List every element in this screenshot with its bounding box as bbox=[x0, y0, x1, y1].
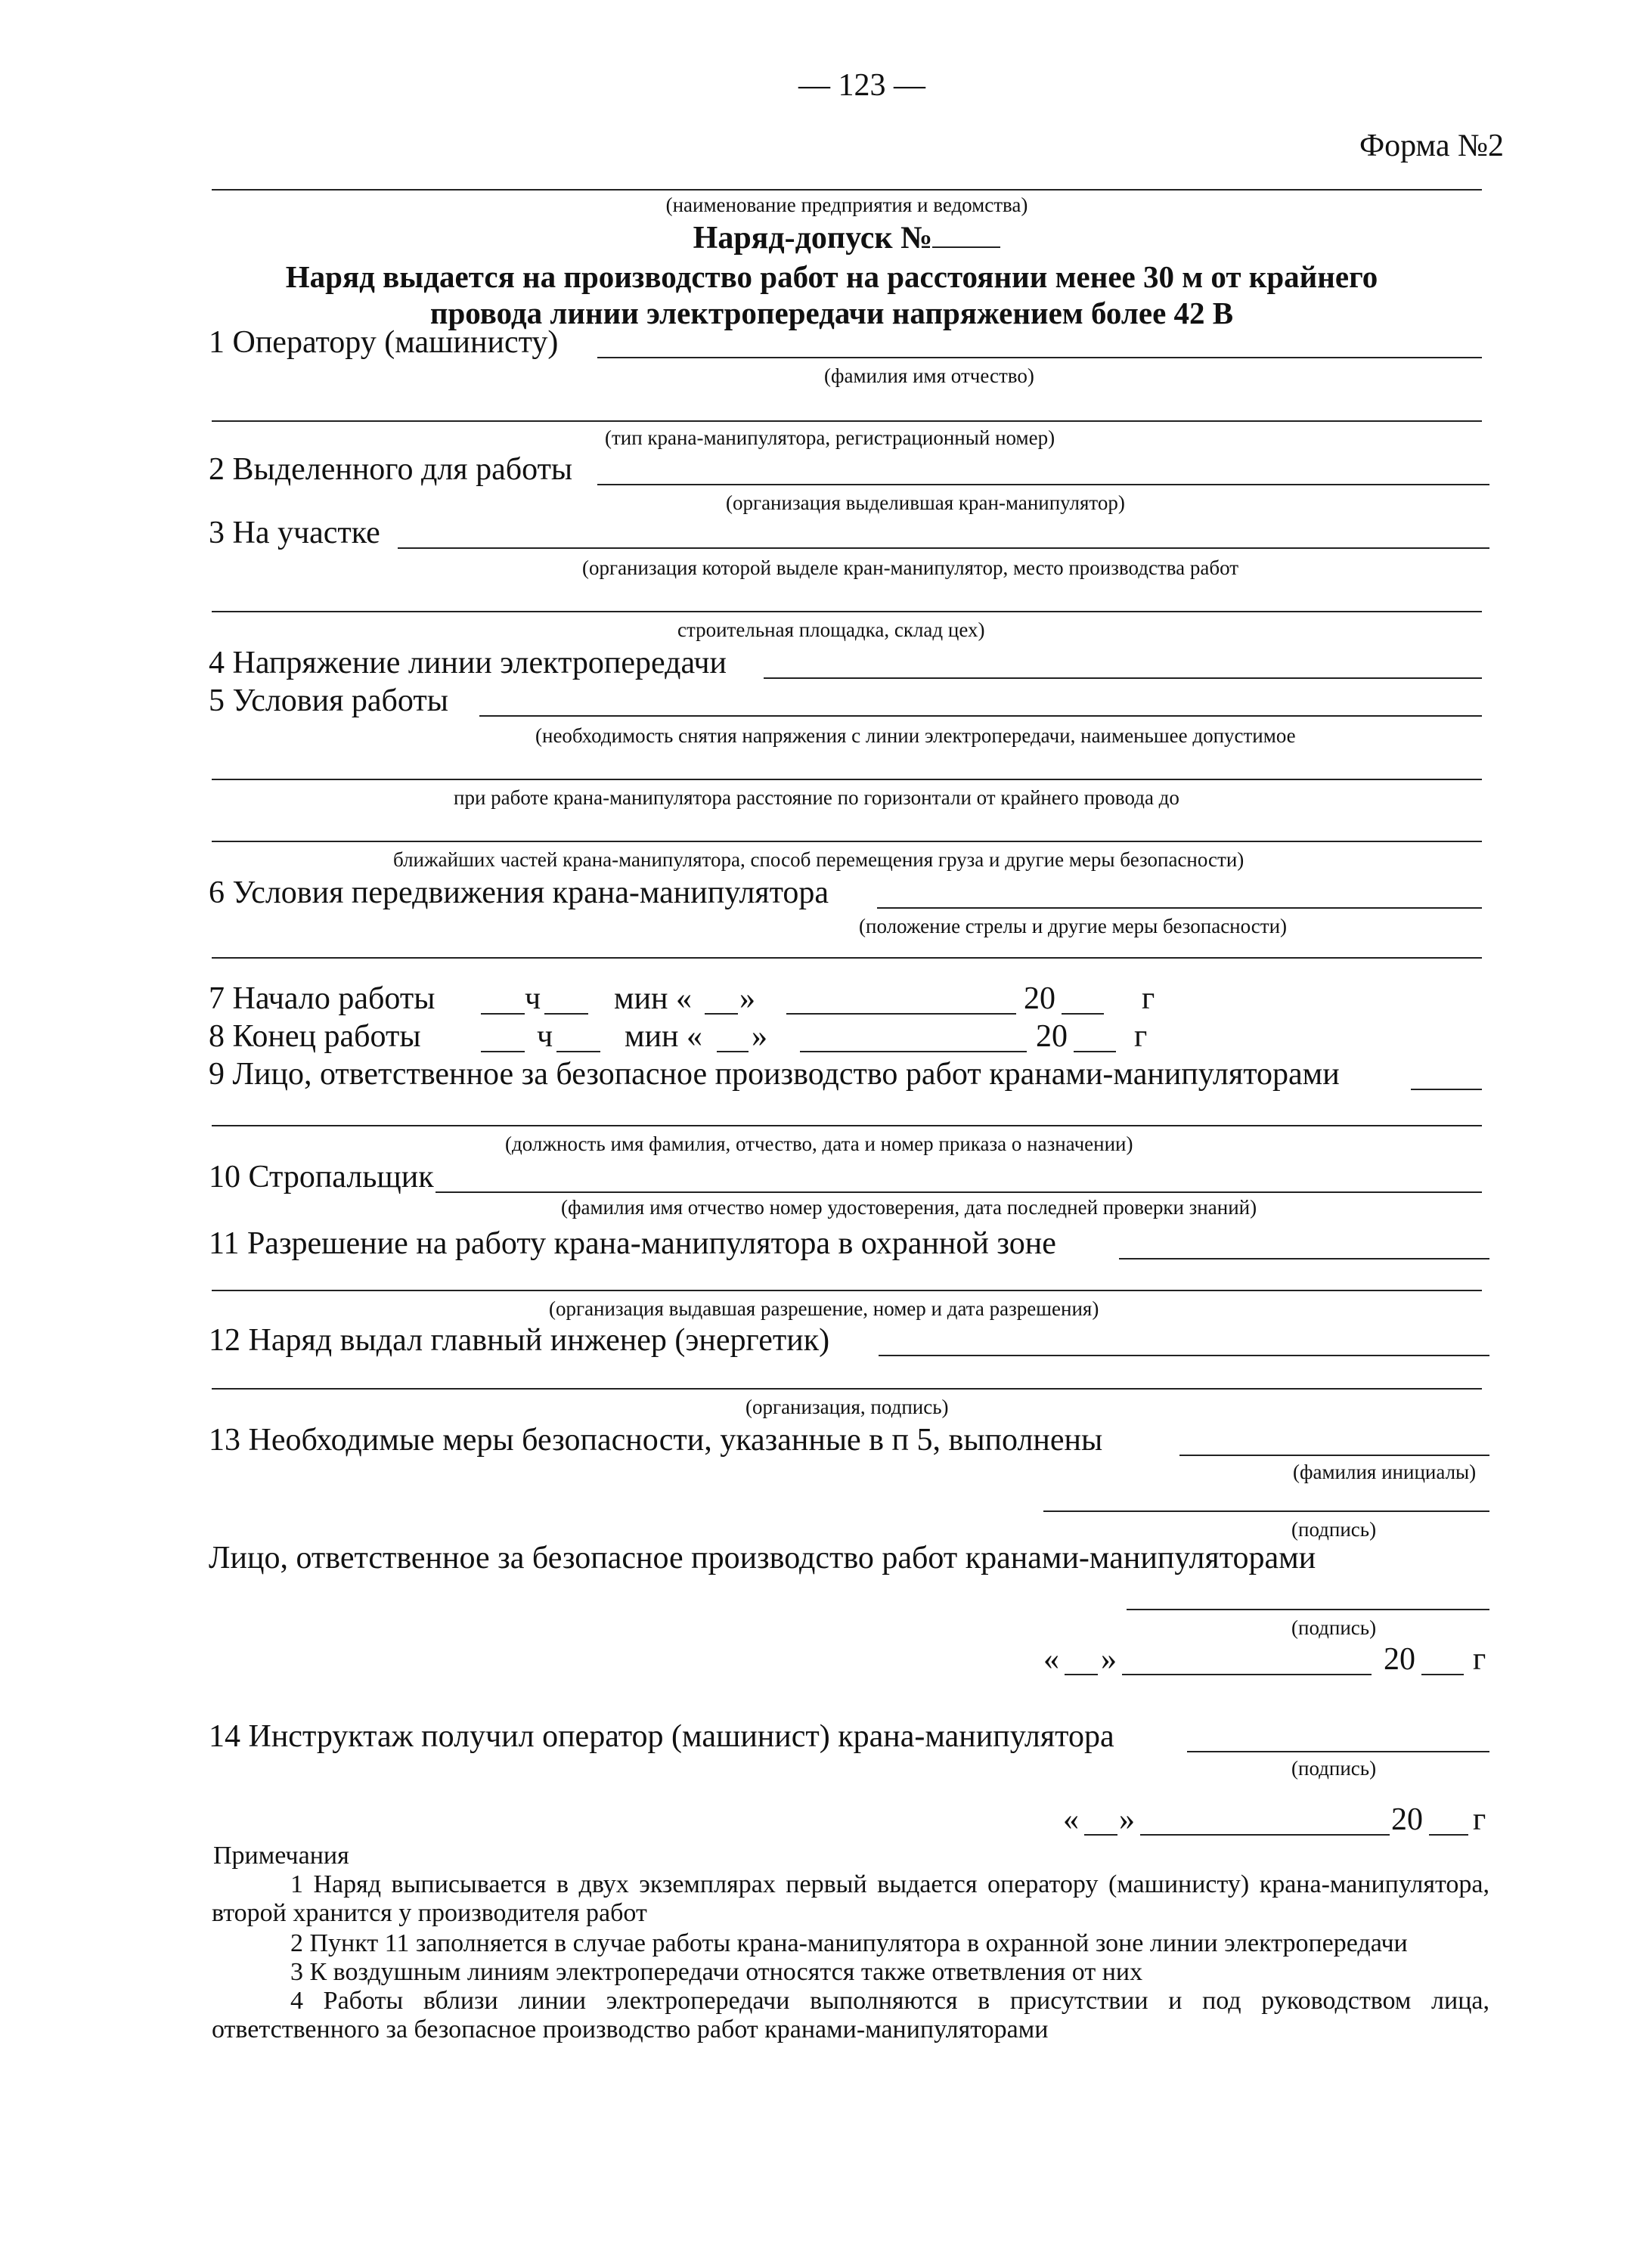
instr-month-field[interactable] bbox=[1140, 1834, 1390, 1836]
item-5-label: 5 Условия работы bbox=[209, 683, 448, 718]
caption-conditions-1: (необходимость снятия напряжения с линии электропередачи, наименьшее допустимое bbox=[535, 724, 1296, 747]
resp-date-close: » bbox=[1101, 1642, 1117, 1677]
caption-conditions-2: при работе крана-манипулятора расстояние по горизонтали от крайнего провода до bbox=[454, 786, 1179, 809]
enterprise-line bbox=[212, 189, 1482, 191]
instr-date-open: « bbox=[1063, 1802, 1079, 1837]
end-quote-close: » bbox=[752, 1019, 767, 1054]
instr-year-suffix: г bbox=[1473, 1802, 1486, 1837]
item-1-field[interactable] bbox=[597, 357, 1482, 358]
item-8-label: 8 Конец работы bbox=[209, 1019, 421, 1054]
instr-date-close: » bbox=[1119, 1802, 1135, 1837]
caption-enterprise: (наименование предприятия и ведомства) bbox=[665, 194, 1028, 216]
item-1-label: 1 Оператору (машинисту) bbox=[209, 325, 559, 360]
responsible-label: Лицо, ответственное за безопасное производство работ кранами-манипуляторами bbox=[209, 1541, 1316, 1576]
start-year-suffix: г bbox=[1142, 981, 1155, 1016]
item-4-field[interactable] bbox=[764, 677, 1482, 679]
resp-month-field[interactable] bbox=[1122, 1674, 1372, 1675]
caption-fio: (фамилия имя отчество) bbox=[824, 364, 1034, 387]
subtitle-line2: провода линии электропередачи напряжением более 42 В bbox=[429, 296, 1234, 330]
end-day-field[interactable] bbox=[717, 1051, 749, 1052]
caption-org-site-1: (организация которой выделе кран-манипулятор, место производства работ bbox=[582, 556, 1239, 579]
note-2: 2 Пункт 11 заполняется в случае работы крана-манипулятора в охранной зоне линии электропередачи bbox=[290, 1929, 1408, 1957]
crane-type-field[interactable] bbox=[212, 420, 1482, 422]
end-min-label: мин « bbox=[625, 1019, 703, 1054]
item-14-field[interactable] bbox=[1187, 1751, 1489, 1752]
end-year-prefix: 20 bbox=[1036, 1019, 1068, 1054]
start-minute-field[interactable] bbox=[544, 1013, 588, 1015]
item-6-label: 6 Условия передвижения крана-манипулятора bbox=[209, 875, 829, 910]
caption-signature-14: (подпись) bbox=[1291, 1757, 1377, 1780]
caption-position: (должность имя фамилия, отчество, дата и номер приказа о назначении) bbox=[505, 1132, 1133, 1155]
start-year-prefix: 20 bbox=[1024, 981, 1055, 1016]
caption-org-sign: (организация, подпись) bbox=[745, 1396, 949, 1418]
item-11-field-2[interactable] bbox=[212, 1290, 1482, 1291]
caption-crane-type: (тип крана-манипулятора, регистрационный номер) bbox=[605, 426, 1055, 449]
title-number-blank bbox=[932, 221, 1000, 248]
item-3-field[interactable] bbox=[398, 547, 1489, 549]
start-quote-close: » bbox=[739, 981, 755, 1016]
item-6-field-2[interactable] bbox=[212, 957, 1482, 959]
item-14-label: 14 Инструктаж получил оператор (машинист) крана-манипулятора bbox=[209, 1719, 1114, 1754]
instr-year-field[interactable] bbox=[1429, 1834, 1468, 1836]
start-min-label: мин « bbox=[614, 981, 693, 1016]
item-2-label: 2 Выделенного для работы bbox=[209, 452, 573, 487]
start-month-field[interactable] bbox=[786, 1013, 1016, 1015]
item-11-label: 11 Разрешение на работу крана-манипулятора в охранной зоне bbox=[209, 1226, 1056, 1261]
item-13-field[interactable] bbox=[1179, 1455, 1489, 1456]
end-month-field[interactable] bbox=[800, 1051, 1027, 1052]
item-10-label: 10 Стропальщик bbox=[209, 1160, 434, 1194]
item-12-label: 12 Наряд выдал главный инженер (энергетик) bbox=[209, 1323, 830, 1358]
caption-slinger: (фамилия имя отчество номер удостоверения, дата последней проверки знаний) bbox=[561, 1196, 1257, 1219]
start-year-field[interactable] bbox=[1062, 1013, 1104, 1015]
item-4-label: 4 Напряжение линии электропередачи bbox=[209, 646, 727, 680]
caption-org-site-2: строительная площадка, склад цех) bbox=[677, 618, 985, 641]
item-13-signature-field[interactable] bbox=[1043, 1510, 1489, 1512]
caption-fio-initials: (фамилия инициалы) bbox=[1293, 1461, 1477, 1483]
resp-year-prefix: 20 bbox=[1384, 1642, 1415, 1677]
end-year-suffix: г bbox=[1134, 1019, 1148, 1054]
resp-year-field[interactable] bbox=[1421, 1674, 1464, 1675]
caption-signature-13: (подпись) bbox=[1291, 1518, 1377, 1541]
form-number: Форма №2 bbox=[1359, 129, 1505, 163]
item-7-label: 7 Начало работы bbox=[209, 981, 435, 1016]
item-3-label: 3 На участке bbox=[209, 516, 380, 550]
caption-org-allocated: (организация выделившая кран-манипулятор) bbox=[726, 491, 1125, 514]
item-12-field[interactable] bbox=[879, 1355, 1489, 1356]
start-hour-label: ч bbox=[525, 981, 541, 1016]
item-9-label: 9 Лицо, ответственное за безопасное производство работ кранами-манипуляторами bbox=[209, 1057, 1340, 1092]
item-5-field-3[interactable] bbox=[212, 841, 1482, 842]
end-hour-label: ч bbox=[537, 1019, 553, 1054]
subtitle-line1: Наряд выдается на производство работ на расстоянии менее 30 м от крайнего bbox=[285, 259, 1378, 294]
note-3: 3 К воздушным линиям электропередачи относятся также ответвления от них bbox=[290, 1958, 1143, 1986]
end-minute-field[interactable] bbox=[556, 1051, 600, 1052]
item-10-field[interactable] bbox=[435, 1191, 1482, 1193]
title-text: Наряд-допуск № bbox=[693, 221, 933, 256]
responsible-signature-field[interactable] bbox=[1127, 1609, 1489, 1610]
resp-date-open: « bbox=[1043, 1642, 1059, 1677]
caption-permit: (организация выдавшая разрешение, номер и дата разрешения) bbox=[549, 1297, 1099, 1320]
end-year-field[interactable] bbox=[1074, 1051, 1116, 1052]
item-12-field-2[interactable] bbox=[212, 1388, 1482, 1390]
note-1: 1 Наряд выписывается в двух экземплярах первый выдается оператору (машинисту) крана-манипулятора, второй хранится у производителя работ bbox=[212, 1870, 1489, 1927]
item-5-field-2[interactable] bbox=[212, 779, 1482, 780]
instr-day-field[interactable] bbox=[1084, 1834, 1117, 1836]
instr-year-prefix: 20 bbox=[1391, 1802, 1423, 1837]
end-hour-field[interactable] bbox=[481, 1051, 525, 1052]
item-2-field[interactable] bbox=[597, 484, 1489, 485]
item-5-field[interactable] bbox=[479, 715, 1482, 717]
document-title bbox=[212, 221, 1482, 254]
item-11-field[interactable] bbox=[1119, 1258, 1489, 1259]
start-day-field[interactable] bbox=[705, 1013, 738, 1015]
note-4: 4 Работы вблизи линии электропередачи выполняются в присутствии и под руководством лица, ответственного за безопасное производство работ кранами-манипуляторами bbox=[212, 1987, 1489, 2043]
item-3-field-2[interactable] bbox=[212, 611, 1482, 612]
item-13-label: 13 Необходимые меры безопасности, указанные в п 5, выполнены bbox=[209, 1423, 1103, 1458]
resp-day-field[interactable] bbox=[1065, 1674, 1098, 1675]
item-9-field-2[interactable] bbox=[212, 1125, 1482, 1126]
start-hour-field[interactable] bbox=[481, 1013, 525, 1015]
caption-boom: (положение стрелы и другие меры безопасности) bbox=[859, 915, 1288, 937]
caption-signature-resp: (подпись) bbox=[1291, 1616, 1377, 1639]
caption-conditions-3: ближайших частей крана-манипулятора, способ перемещения груза и другие меры безопасности) bbox=[393, 848, 1244, 871]
resp-year-suffix: г bbox=[1473, 1642, 1486, 1677]
item-9-field[interactable] bbox=[1411, 1089, 1482, 1090]
notes-title: Примечания bbox=[213, 1842, 349, 1870]
item-6-field[interactable] bbox=[877, 907, 1482, 909]
page-number: — 123 — bbox=[798, 68, 925, 103]
